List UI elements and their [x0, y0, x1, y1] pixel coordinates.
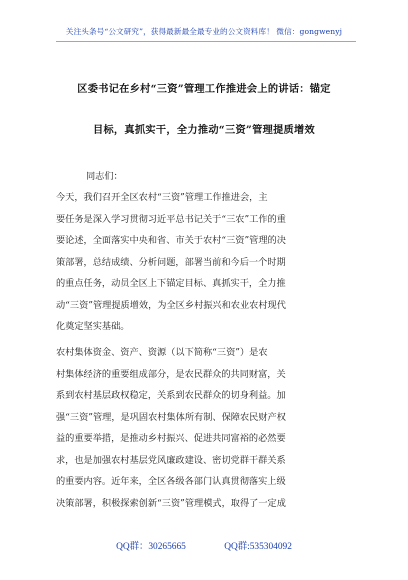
footer-qq-group-2: QQ群:535304092 — [224, 542, 292, 552]
document-title-line-1: 区委书记在乡村“三资”管理工作推进会上的讲话：锚定 — [77, 83, 331, 95]
footer-qq-group-1: QQ群：30265665 — [116, 542, 186, 552]
paragraph-line: 要论述，全面落实中央和省、市关于农村“三资”管理的决 — [56, 235, 286, 246]
paragraph-line: 策部署，总结成绩、分析问题，部署当前和今后一个时期 — [56, 256, 286, 268]
paragraph-2 — [56, 342, 352, 514]
header-divider — [56, 41, 356, 42]
paragraph-line: 的重要内容。近年来，全区各级各部门认真贯彻落实上级 — [56, 476, 286, 487]
paragraph-line: 益的重要举措，是推动乡村振兴、促进共同富裕的必然要 — [56, 433, 286, 444]
paragraph-line: 今天，我们召开全区农村“三资”管理工作推进会，主 — [56, 192, 268, 203]
paragraph-line: 强“三资”管理，是巩固农村集体所有制、保障农民财产权 — [56, 411, 286, 423]
paragraph-line: 村集体经济的重要组成部分，是农民群众的共同财富，关 — [56, 368, 286, 380]
paragraph-line: 系到农村基层政权稳定，关系到农民群众的切身利益。加 — [56, 390, 286, 401]
paragraph-line: 的重点任务，动员全区上下锚定目标、真抓实干，全力推 — [56, 278, 286, 289]
paragraph-1 — [56, 187, 352, 338]
header-promo-note: 关注头条号“公文研究”，获得最新最全最专业的公文资料库！ 微信：gongwenyj — [65, 27, 343, 36]
salutation: 同志们： — [86, 171, 123, 182]
paragraph-line: 要任务是深入学习贯彻习近平总书记关于“三农”工作的重 — [56, 213, 286, 225]
paragraph-line: 决策部署，积极探索创新“三资”管理模式，取得了一定成 — [56, 497, 286, 509]
footer-contact — [0, 538, 408, 552]
paragraph-line: 农村集体资金、资产、资源（以下简称“三资”）是农 — [56, 347, 268, 358]
paragraph-line: 动“三资”管理提质增效，为全区乡村振兴和农业农村现代 — [56, 299, 286, 311]
paragraph-line: 求，也是加强农村基层党风廉政建设、密切党群干群关系 — [56, 454, 286, 466]
document-title-line-2: 目标，真抓实干，全力推动“三资”管理提质增效 — [92, 124, 316, 136]
paragraph-line: 化奠定坚实基础。 — [56, 321, 130, 332]
